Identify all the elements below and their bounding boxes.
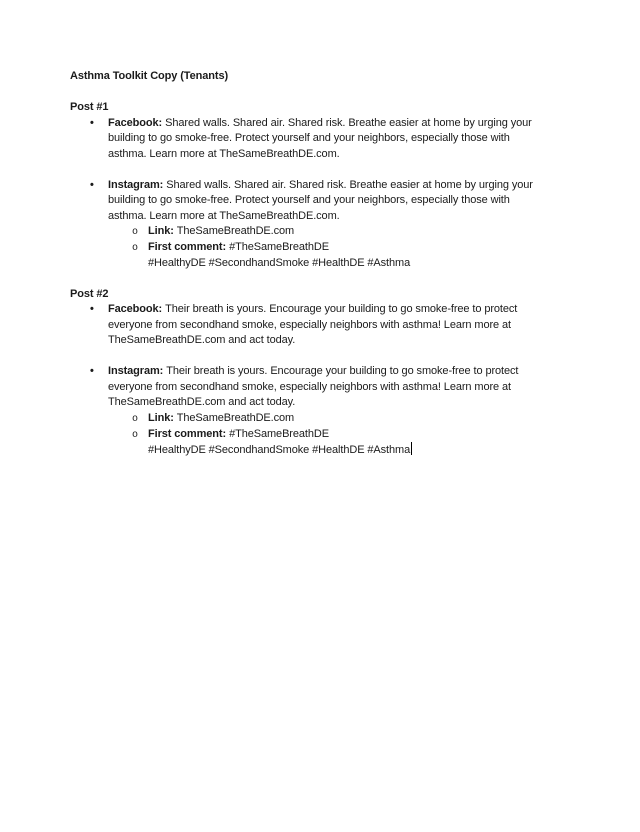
post2-instagram-text-1: Their breath is yours. Encourage your building to go smoke-free to protect	[166, 365, 519, 378]
post2-first-comment-line1[interactable]	[70, 427, 640, 443]
sub-bullet-icon: o	[132, 243, 138, 255]
post2-link-value: TheSameBreathDE.com	[176, 412, 295, 425]
post1-first-comment-text-2: #HealthyDE #SecondhandSmoke #HealthDE #Asthma	[148, 256, 411, 269]
post1-facebook-line1[interactable]	[70, 116, 640, 132]
post2-instagram-label: Instagram:	[108, 365, 164, 378]
post1-first-comment-line2[interactable]	[70, 256, 640, 272]
post2-facebook-line3[interactable]	[70, 333, 640, 349]
post1-facebook-text-3: asthma. Learn more at TheSameBreathDE.com.	[108, 147, 340, 160]
post1-instagram-text-3: asthma. Learn more at TheSameBreathDE.com.	[108, 209, 340, 222]
post2-instagram-line1[interactable]	[70, 364, 640, 380]
bullet-icon: •	[90, 303, 94, 316]
post2-heading[interactable]: Post #2	[70, 287, 109, 300]
post1-link-line[interactable]	[70, 224, 640, 240]
bullet-icon: •	[90, 116, 94, 129]
post2-first-comment-label: First comment:	[148, 427, 227, 440]
post1-facebook-line2[interactable]	[70, 131, 640, 147]
post2-instagram-text-2: everyone from secondhand smoke, especially neighbors with asthma! Learn more at	[108, 380, 511, 393]
post2-facebook-label: Facebook:	[108, 303, 163, 316]
post1-facebook-text-1: Shared walls. Shared air. Shared risk. Breathe easier at home by urging your	[165, 116, 532, 129]
post1-facebook-text-2: building to go smoke-free. Protect yourself and your neighbors, especially those with	[108, 132, 510, 145]
post2-facebook-text-1: Their breath is yours. Encourage your building to go smoke-free to protect	[165, 303, 518, 316]
post1-instagram-text-2: building to go smoke-free. Protect yourself and your neighbors, especially those with	[108, 194, 510, 207]
text-cursor	[411, 442, 412, 455]
post2-first-comment-text-2: #HealthyDE #SecondhandSmoke #HealthDE #Asthma	[148, 444, 411, 457]
post1-facebook-label: Facebook:	[108, 116, 163, 129]
post1-first-comment-text-1: #TheSameBreathDE	[229, 241, 329, 254]
post1-instagram-text-1: Shared walls. Shared air. Shared risk. Breathe easier at home by urging your	[166, 178, 533, 191]
post2-instagram-line2[interactable]	[70, 380, 640, 396]
sub-bullet-icon: o	[132, 227, 138, 239]
post2-facebook-line1[interactable]	[70, 302, 640, 318]
post1-instagram-line1[interactable]	[70, 178, 640, 194]
sub-bullet-icon: o	[132, 414, 138, 426]
post1-facebook-line3[interactable]	[70, 147, 640, 163]
post1-link-label: Link:	[148, 225, 174, 238]
post1-instagram-line2[interactable]	[70, 193, 640, 209]
post2-link-label: Link:	[148, 412, 174, 425]
post1-link-value: TheSameBreathDE.com	[176, 225, 295, 238]
post2-facebook-text-2: everyone from secondhand smoke, especially neighbors with asthma! Learn more at	[108, 318, 511, 331]
post2-instagram-text-3: TheSameBreathDE.com and act today.	[108, 396, 296, 409]
post2-instagram-line3[interactable]	[70, 395, 640, 411]
post1-heading[interactable]: Post #1	[70, 101, 109, 114]
post1-instagram-line3[interactable]	[70, 209, 640, 225]
post2-facebook-text-3: TheSameBreathDE.com and act today.	[108, 334, 296, 347]
blank-line	[70, 349, 640, 365]
blank-line	[70, 162, 640, 178]
bullet-icon: •	[90, 365, 94, 378]
post1-first-comment-label: First comment:	[148, 241, 227, 254]
post2-link-line[interactable]	[70, 411, 640, 427]
post1-instagram-label: Instagram:	[108, 178, 164, 191]
blank-line	[70, 271, 640, 287]
blank-line	[70, 85, 640, 101]
sub-bullet-icon: o	[132, 429, 138, 441]
post1-first-comment-line1[interactable]	[70, 240, 640, 256]
post2-first-comment-text-1: #TheSameBreathDE	[229, 427, 329, 440]
post2-first-comment-line2[interactable]	[70, 442, 640, 458]
bullet-icon: •	[90, 178, 94, 191]
post2-facebook-line2[interactable]	[70, 318, 640, 334]
document-title[interactable]: Asthma Toolkit Copy (Tenants)	[70, 70, 229, 82]
